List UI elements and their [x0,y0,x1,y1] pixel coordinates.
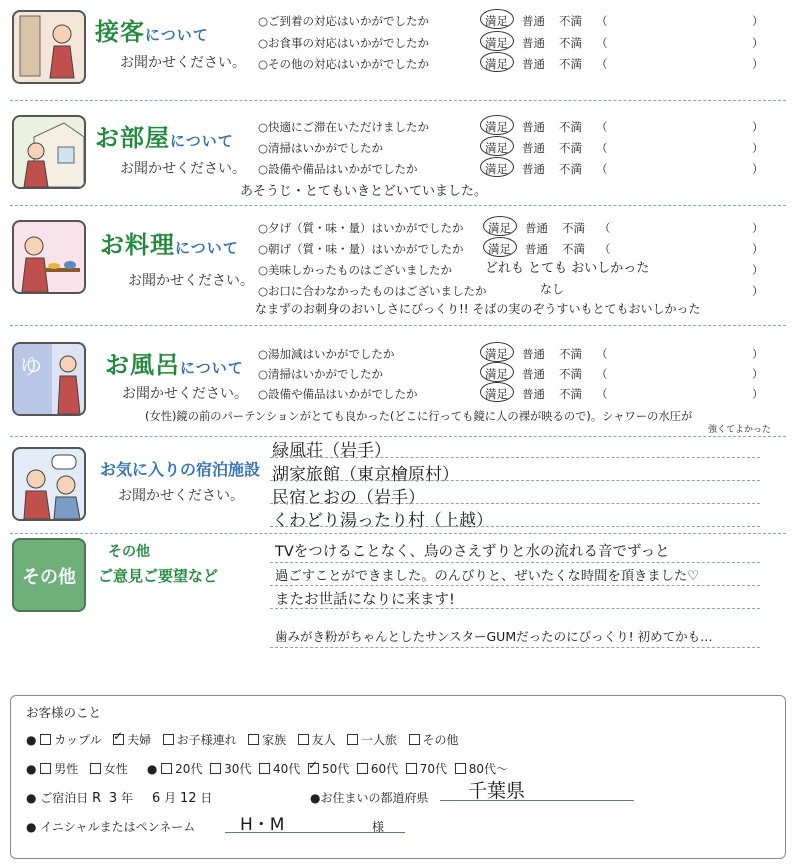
age-40s[interactable]: 40代 [259,762,300,776]
bath-icon [12,342,86,416]
divider-5 [10,533,786,534]
food-rating-1: 満足 普通 不満 （ [488,221,611,235]
customer-header: お客様のこと [26,705,102,720]
bath-circle-2 [480,362,514,382]
service-rating-3: 満足 普通 不満 （ [485,57,608,71]
service-close-3: ） [752,57,764,71]
divider-4 [10,436,786,437]
bath-q1: ○湯加減はいかがでしたか [258,347,395,361]
stay-era: R [92,791,102,806]
room-title: お部屋について [95,124,234,152]
bath-close-1: ） [752,347,764,361]
sama-label: 様 [372,820,385,834]
stay-day: 12 [179,791,197,806]
other-line-rule-4 [270,647,760,648]
month-label: 月 [164,791,177,805]
food-q2: ○朝げ（質・味・量）はいかがでしたか [258,242,464,256]
companion-children[interactable]: お子様連れ [163,733,237,747]
companion-friends[interactable]: 友人 [298,733,336,747]
service-subtitle: お聞かせください。 [120,55,246,71]
service-circle-1 [480,9,514,29]
food-close-1: ） [752,221,764,235]
age-80s[interactable]: 80代〜 [455,762,508,776]
room-rating-1: 満足 普通 不満 （ [485,120,608,134]
companion-other[interactable]: その他 [409,733,459,747]
service-close-2: ） [752,36,764,50]
room-circle-1 [480,115,514,135]
favorites-icon [12,447,86,521]
gender-female[interactable]: 女性 [90,762,128,776]
service-circle-3 [480,52,514,72]
food-subtitle: お聞かせください。 [128,273,254,289]
service-q2: ○お食事の対応はいかがでしたか [258,36,430,50]
other-line-1: TVをつけることなく、鳥のさえずりと水の流れる音でずっと [275,544,670,560]
service-q1: ○ご到着の対応はいかがでしたか [258,14,430,28]
bath-close-2: ） [752,367,764,381]
companion-couple[interactable]: カップル [40,733,101,747]
food-circle-1 [483,216,517,236]
bath-comment: (女性)鏡の前のパーテンションがとても良かった(どこに行っても鏡に人の裸が映るので)。シャワーの水圧が [145,410,693,423]
other-line-rule-3 [270,608,760,609]
other-line-2: 過ごすことができました。のんびりと、ぜいたくな時間を頂きました♡ [275,569,700,584]
food-title: お料理について [100,231,239,259]
year-label: 年 [120,791,133,805]
other-title-2: ご意見ご要望など [98,567,219,585]
food-circle-2 [483,237,517,257]
room-rating-2: 満足 普通 不満 （ [485,141,608,155]
other-title-1: その他 [108,544,150,560]
favorites-entry-1: 緑風荘（岩手） [272,441,391,461]
food-q1: ○夕げ（質・味・量）はいかがでしたか [258,221,464,235]
age-30s[interactable]: 30代 [210,762,251,776]
bath-circle-3 [480,382,514,402]
divider-1 [10,100,786,101]
room-circle-3 [480,157,514,177]
other-line-4: 歯みがき粉がちゃんとしたサンスターGUMだったのにびっくり! 初めてかも… [275,629,713,644]
room-q2: ○清掃はいかがでしたか [258,141,384,155]
initial-value[interactable]: H・M [240,815,285,835]
stay-date-row: ● ご宿泊日 R 3 年 6 月 12 日 [26,791,213,806]
other-line-rule-1 [270,562,760,563]
age-60s[interactable]: 60代 [357,762,398,776]
food-close-4: ） [752,284,764,298]
prefecture-underline [440,800,634,801]
food-comment: なまずのお刺身のおいしさにびっくり!! そばの実のぞうすいもとてもおいしかった [255,302,701,316]
initial-label: イニシャルまたはペンネーム [40,820,196,834]
service-rating-1: 満足 普通 不満 （ [485,14,608,28]
initial-underline [225,832,405,833]
stay-month: 6 [152,791,161,806]
food-answer-bad: なし [540,282,565,296]
other-line-3: またお世話になりに来ます! [275,592,455,608]
bath-rating-1: 満足 普通 不満 （ [485,347,608,361]
day-label: 日 [200,791,213,805]
room-icon [12,115,86,189]
favorites-line-3 [270,503,760,504]
favorites-line-1 [270,457,760,458]
favorites-entry-3: 民宿とおの（岩手） [272,488,425,508]
room-close-3: ） [752,162,764,176]
gender-age-options: ● 男性 女性 ● 20代 30代 40代 ✓ 50代 60代 70代 80代〜 [26,758,508,776]
initial-row: ● イニシャルまたはペンネーム [26,820,196,834]
age-50s[interactable]: ✓ 50代 [307,758,350,776]
other-icon [12,538,86,612]
room-rating-3: 満足 普通 不満 （ [485,162,608,176]
other-icon-text: その他 [22,567,76,588]
room-q1: ○快適にご滞在いただけましたか [258,120,430,134]
service-q3: ○その他の対応はいかがでしたか [258,57,430,71]
food-rating-2: 満足 普通 不満 （ [488,242,611,256]
divider-2 [10,205,786,206]
room-close-2: ） [752,141,764,155]
bath-rating-2: 満足 普通 不満 （ [485,367,608,381]
svg-text:ゆ: ゆ [20,355,43,380]
room-circle-2 [480,136,514,156]
other-line-rule-2 [270,585,760,586]
favorites-entry-2: 湖家旅館（東京檜原村） [272,465,459,485]
bath-q3: ○設備や備品はいかがでしたか [258,387,418,401]
food-answer-tasty: どれも とても おいしかった [485,261,650,276]
room-close-1: ） [752,120,764,134]
favorites-line-4 [270,526,760,527]
companion-solo[interactable]: 一人旅 [347,733,397,747]
prefecture-value[interactable]: 千葉県 [468,780,526,802]
bath-subtitle: お聞かせください。 [122,386,248,402]
bath-circle-1 [480,342,514,362]
favorites-subtitle: お聞かせください。 [118,488,244,504]
bath-title: お風呂について [105,351,244,379]
companion-married[interactable]: ✓ 夫婦 [113,729,152,747]
service-rating-2: 満足 普通 不満 （ [485,36,608,50]
gender-male[interactable]: 男性 [40,762,78,776]
room-subtitle: お聞かせください。 [120,161,246,177]
age-70s[interactable]: 70代 [406,762,447,776]
favorites-line-2 [270,480,760,481]
favorites-entry-4: くわどり湯ったり村（上越） [272,511,493,531]
divider-3 [10,325,786,326]
food-q4: ○お口に合わなかったものはございましたか [258,284,487,298]
stay-label: ご宿泊日 [40,791,89,805]
favorites-title: お気に入りの宿泊施設 [100,460,261,479]
room-comment: あそうじ・とてもいきとどいていました。 [240,184,488,199]
service-circle-2 [480,31,514,51]
bath-comment-2: 強くてよかった [708,425,772,435]
service-close-1: ） [752,14,764,28]
stay-year: 3 [108,791,118,806]
prefecture-label: ●お住まいの都道府県 [310,791,429,805]
food-close-2: ） [752,242,764,256]
bath-q2: ○清掃はいかがでしたか [258,367,384,381]
food-q3: ○美味しかったものはございましたか [258,263,453,277]
bath-close-3: ） [752,387,764,401]
companion-options: ● カップル ✓ 夫婦 お子様連れ 家族 友人 一人旅 その他 [26,729,459,747]
room-q3: ○設備や備品はいかがでしたか [258,162,418,176]
food-icon [12,220,86,294]
service-title: 接客について [95,18,209,46]
age-20s[interactable]: 20代 [161,762,202,776]
bath-rating-3: 満足 普通 不満 （ [485,387,608,401]
service-icon [12,10,86,84]
companion-family[interactable]: 家族 [248,733,286,747]
food-close-3: ） [752,263,764,277]
